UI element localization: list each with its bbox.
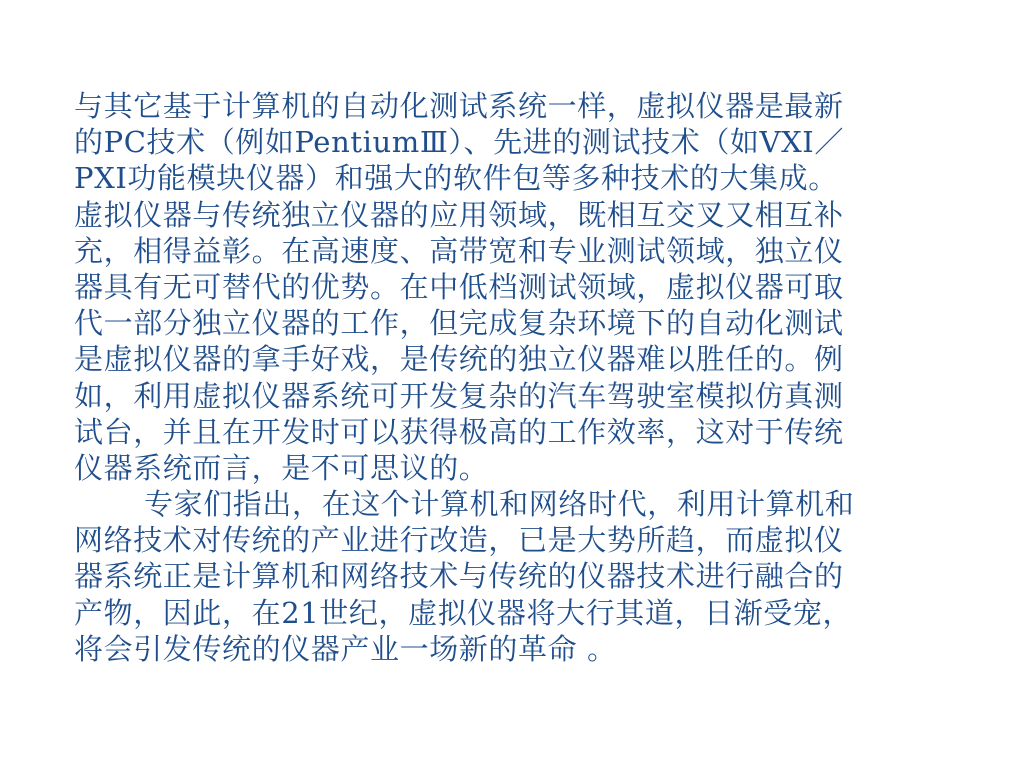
paragraph-line: 器系统正是计算机和网络技术与传统的仪器技术进行融合的 — [74, 559, 844, 594]
paragraph-line: 如，利用虚拟仪器系统可开发复杂的汽车驾驶室模拟仿真测 — [74, 378, 844, 413]
paragraph-line: PXI功能模块仪器）和强大的软件包等多种技术的大集成。 — [74, 161, 838, 196]
paragraph-line: 产物，因此，在21世纪，虚拟仪器将大行其道，日渐受宠， — [74, 595, 853, 630]
body-text — [74, 88, 964, 667]
paragraph-line: 仪器系统而言，是不可思议的。 — [74, 450, 489, 485]
paragraph-1 — [74, 88, 964, 486]
paragraph-line: 虚拟仪器与传统独立仪器的应用领域，既相互交叉又相互补 — [74, 197, 844, 232]
paragraph-line: 将会引发传统的仪器产业一场新的革命 。 — [74, 631, 617, 666]
paragraph-line: 代一部分独立仪器的工作，但完成复杂环境下的自动化测试 — [74, 306, 844, 341]
paragraph-2 — [74, 486, 964, 667]
paragraph-line: 试台，并且在开发时可以获得极高的工作效率，这对于传统 — [74, 414, 844, 449]
paragraph-line: 的PC技术（例如PentiumⅢ）、先进的测试技术（如VXI／ — [74, 125, 844, 160]
paragraph-line: 器具有无可替代的优势。在中低档测试领域，虚拟仪器可取 — [74, 269, 844, 304]
paragraph-line: 与其它基于计算机的自动化测试系统一样，虚拟仪器是最新 — [74, 89, 844, 123]
paragraph-line: 专家们指出，在这个计算机和网络时代，利用计算机和 — [144, 487, 855, 522]
paragraph-line: 网络技术对传统的产业进行改造，已是大势所趋，而虚拟仪 — [74, 523, 844, 558]
paragraph-line: 是虚拟仪器的拿手好戏，是传统的独立仪器难以胜任的。例 — [74, 342, 844, 377]
paragraph-line: 充，相得益彰。在高速度、高带宽和专业测试领域，独立仪 — [74, 233, 844, 268]
